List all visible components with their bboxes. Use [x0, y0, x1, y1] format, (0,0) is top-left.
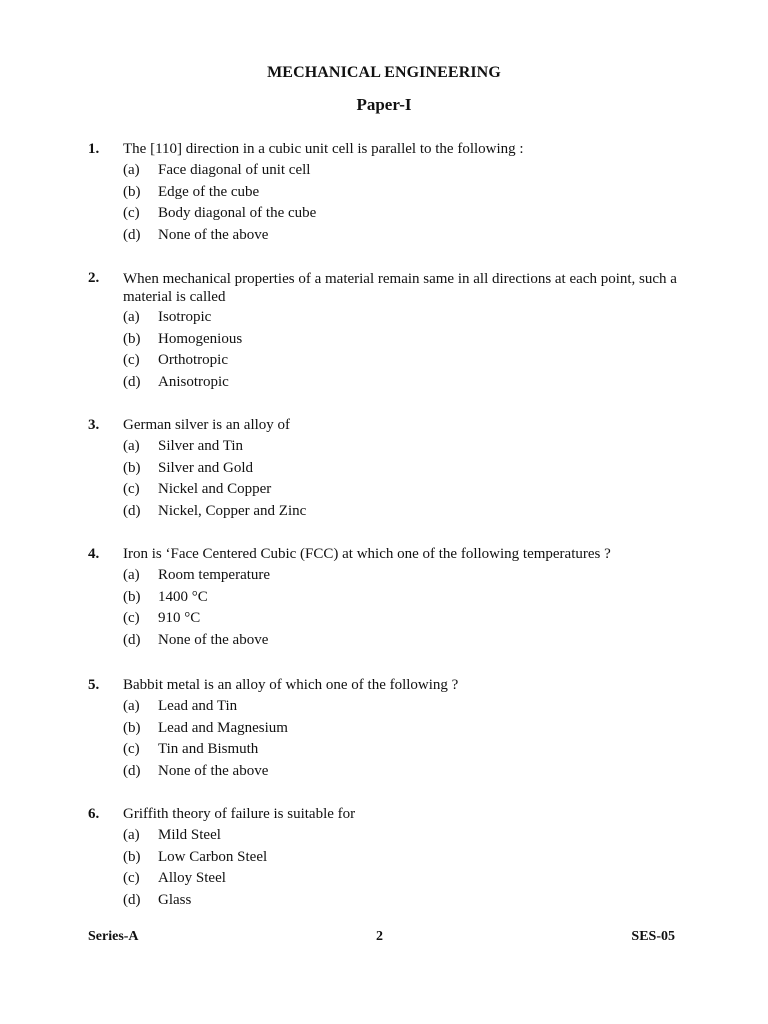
- option-text: Glass: [158, 891, 192, 908]
- option-c: [88, 479, 688, 501]
- option-label: (b): [123, 459, 141, 476]
- option-text: Mild Steel: [158, 827, 221, 843]
- option-d: [88, 890, 688, 912]
- option-b: [88, 847, 688, 869]
- option-d: [88, 372, 688, 394]
- question-1: [88, 139, 688, 246]
- option-text: Alloy Steel: [158, 870, 226, 887]
- option-label: (d): [123, 373, 141, 390]
- option-b: [88, 329, 688, 351]
- option-label: (a): [123, 162, 140, 178]
- option-text: Nickel and Copper: [158, 481, 272, 498]
- question-text: Iron is ‘Face Centered Cubic (FCC) at which one of the following temperatures ?: [123, 546, 611, 562]
- option-text: Silver and Tin: [158, 438, 244, 454]
- option-text: Homogenious: [158, 330, 243, 347]
- option-label: (a): [123, 567, 140, 583]
- question-number: 5.: [88, 677, 100, 693]
- footer-page-number: 2: [376, 929, 383, 944]
- option-a: [88, 160, 688, 182]
- option-b: [88, 587, 688, 609]
- option-text: Tin and Bismuth: [158, 741, 259, 758]
- option-label: (a): [123, 698, 140, 714]
- option-c: [88, 868, 688, 890]
- option-label: (c): [123, 870, 140, 887]
- option-b: [88, 458, 688, 480]
- question-text: German silver is an alloy of: [123, 417, 291, 433]
- paper-subtitle: Paper-I: [356, 95, 412, 114]
- question-3: [88, 415, 688, 522]
- option-c: [88, 739, 688, 761]
- question-6: [88, 804, 688, 911]
- question-number: 6.: [88, 806, 100, 822]
- question-text: The [110] direction in a cubic unit cell is parallel to the following :: [123, 141, 524, 157]
- option-label: (d): [123, 631, 141, 648]
- question-number: 1.: [88, 141, 100, 157]
- option-label: (c): [123, 481, 140, 498]
- option-label: (d): [123, 502, 141, 519]
- option-text: Body diagonal of the cube: [158, 205, 317, 222]
- option-label: (b): [123, 588, 141, 605]
- option-text: Isotropic: [158, 309, 212, 325]
- option-d: [88, 630, 688, 652]
- question-5: [88, 675, 688, 782]
- option-text: Low Carbon Steel: [158, 848, 268, 865]
- question-4: [88, 544, 688, 651]
- option-label: (c): [123, 205, 140, 222]
- option-text: Lead and Magnesium: [158, 719, 288, 736]
- option-label: (d): [123, 891, 141, 908]
- option-a: [88, 565, 688, 587]
- option-label: (d): [123, 762, 141, 779]
- option-c: [88, 350, 688, 372]
- option-c: [88, 608, 688, 630]
- option-label: (c): [123, 610, 140, 627]
- question-text: Babbit metal is an alloy of which one of the following ?: [123, 677, 459, 693]
- option-text: Edge of the cube: [158, 183, 260, 200]
- option-text: 910 °C: [158, 610, 201, 627]
- option-label: (b): [123, 183, 141, 200]
- question-number: 3.: [88, 417, 100, 433]
- option-label: (a): [123, 438, 140, 454]
- option-label: (a): [123, 309, 140, 325]
- question-text: Griffith theory of failure is suitable for: [123, 806, 356, 822]
- question-text: When mechanical properties of a material remain same in all directions at each point, such a material is called: [123, 271, 677, 305]
- option-a: [88, 825, 688, 847]
- option-text: Lead and Tin: [158, 698, 238, 714]
- option-a: [88, 696, 688, 718]
- option-label: (d): [123, 226, 141, 243]
- option-label: (b): [123, 330, 141, 347]
- option-text: Room temperature: [158, 567, 271, 583]
- option-b: [88, 718, 688, 740]
- option-text: Anisotropic: [158, 373, 229, 390]
- footer-series: Series-A: [88, 929, 139, 944]
- option-label: (a): [123, 827, 140, 843]
- page-title: MECHANICAL ENGINEERING: [267, 64, 501, 81]
- option-label: (b): [123, 848, 141, 865]
- option-label: (c): [123, 352, 140, 369]
- option-label: (c): [123, 741, 140, 758]
- option-label: (b): [123, 719, 141, 736]
- option-a: [88, 307, 688, 329]
- option-b: [88, 182, 688, 204]
- option-c: [88, 203, 688, 225]
- option-text: Orthotropic: [158, 352, 228, 369]
- option-text: None of the above: [158, 762, 269, 779]
- option-text: Nickel, Copper and Zinc: [158, 502, 307, 519]
- option-text: None of the above: [158, 226, 269, 243]
- footer-code: SES-05: [631, 929, 675, 944]
- option-d: [88, 501, 688, 523]
- question-2: [88, 268, 688, 393]
- option-text: Silver and Gold: [158, 459, 253, 476]
- question-number: 4.: [88, 546, 100, 562]
- option-text: 1400 °C: [158, 588, 208, 605]
- option-d: [88, 761, 688, 783]
- option-text: None of the above: [158, 631, 269, 648]
- option-a: [88, 436, 688, 458]
- question-number: 2.: [88, 270, 100, 286]
- option-text: Face diagonal of unit cell: [158, 162, 311, 178]
- option-d: [88, 225, 688, 247]
